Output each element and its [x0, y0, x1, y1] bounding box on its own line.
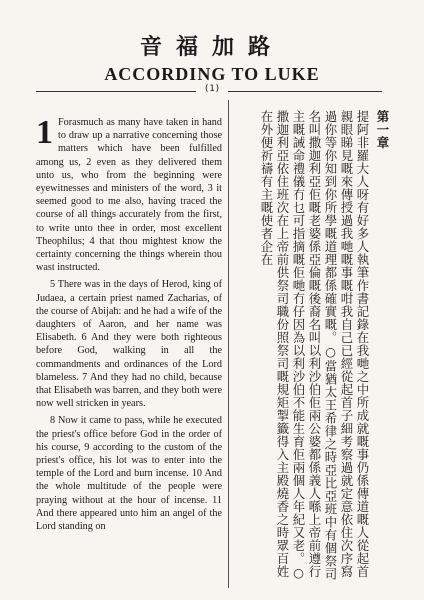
- english-paragraph-1: [36, 116, 222, 274]
- chinese-title: 音福加路: [139, 34, 284, 60]
- column-divider: [228, 100, 229, 588]
- page-number: (1): [196, 84, 228, 94]
- english-column: [36, 116, 222, 537]
- chinese-column: [232, 110, 390, 588]
- english-title: ACCORDING TO LUKE: [104, 64, 320, 84]
- chinese-chapter-heading: 第一章: [375, 110, 390, 149]
- english-paragraph-3: [36, 414, 222, 533]
- chinese-text: 提阿非羅大人呀有好多人執筆作書記錄在我哋之中所成就嘅事仍係傳道嘅人從起首親眼睇見嘅來傳授過我哋嘅事嘅咁我自己已經從起首子細考察過就定意依住次序寫過你等你知到你所學嘅道理都係確實嘅。○當猶太王希律之時亞比亞班中有個祭司名叫撒迦利亞佢嘅老婆係亞倫嘅後裔名叫以利沙伯佢兩公婆都係義人喺上帝前遵行主嘅誡命禮儀冇乜可指摘嘅佢哋冇仔因為以利沙伯不能生育佢兩個人年紀又老。○撒迦利亞依住班次在上帝前供祭司職份照祭司嘅規矩掣籤得入主殿燒香之時眾百姓在外便祈禱有主嘅使者企在: [259, 110, 370, 581]
- chapter-number: 1: [36, 114, 53, 151]
- english-paragraph-text: 5 There was in the days of Herod, king of Judaea, a certain priest named Zacharias, of the course of Abijah: and he had a wife of the daughters of Aaron, and her name was Elisabeth. 6 And they were both righteous before God, walking in all the commandments and ordinances of the Lord blameless. 7 And they had no child, because that Elisabeth was barren, and they both were now well stricken in years.: [36, 279, 222, 410]
- english-paragraph-text: 8 Now it came to pass, while he executed the priest's office before God in the order of his course, 9 according to the custom of the priest's office, his lot was to enter into the temple of the Lord and burn incense. 10 And the whole multitude of the people were praying without at the hour of incense. 11 And there appeared unto him an angel of the Lord standing on: [36, 415, 222, 533]
- english-paragraph-text: Forasmuch as many have taken in hand to draw up a narrative concerning those matters which have been fulfilled among us, 2 even as they delivered them unto us, who from the beginning were eyewitnesses and ministers of the word, 3 it seemed good to me also, having traced the course of all things accurately from the first, to write unto thee in order, most excellent Theophilus; 4 that thou mightest know the certainty concerning the things wherein thou wast instructed.: [36, 117, 222, 274]
- english-paragraph-2: [36, 278, 222, 410]
